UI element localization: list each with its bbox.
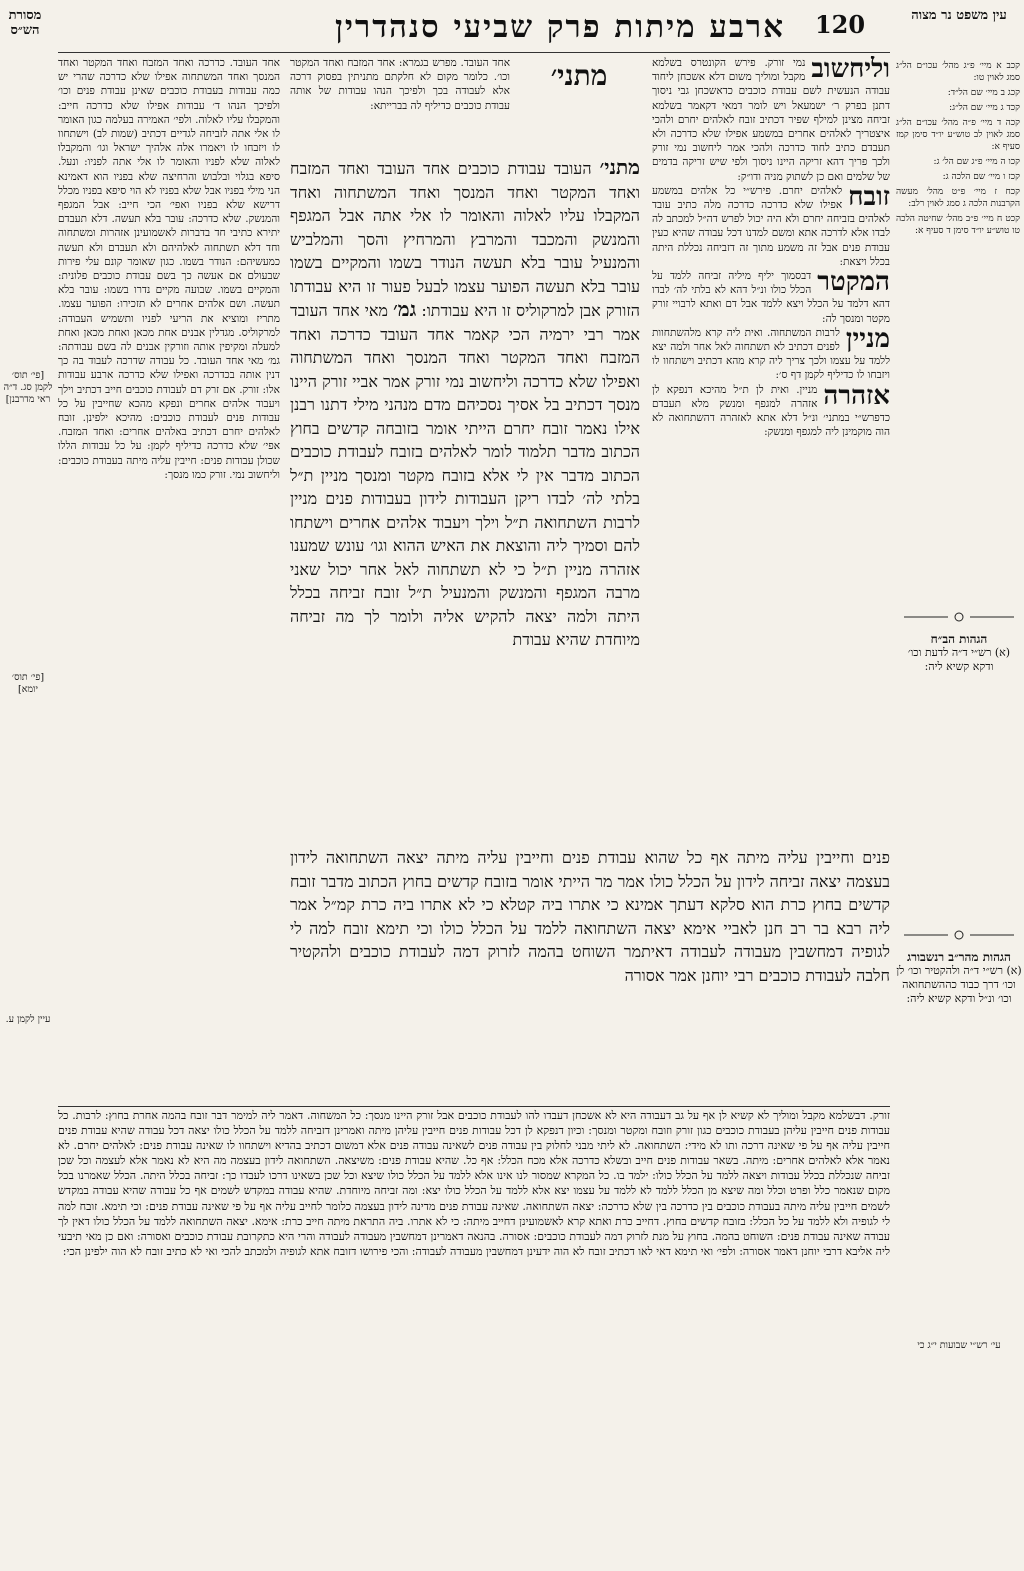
mishna-label: מתני׳ bbox=[599, 156, 640, 179]
hagahot-maharav-text: (א) רש״י ד״ה ולהקטיר וכו׳ לן וכו׳ דרך כבוד כההשתחואה וכו׳ ונ״ל ודקא קשיא ליה: bbox=[896, 964, 1022, 1005]
tosafot-text: נמי זורק. פירש הקונטרס בשלמא מקבל ומוליך משום דלא אשכחן ליחוד עבודה הנעשית לשם עבודת כוכבים כדאשכחן גבי ניסוך דתנן בפרק ר׳ ישמעאל ויש לומר דמאי דקאמר בשלמא זביחה מצינן למילף שפיר דכתיב זובח לאלהים יחרם ולהכי איצטריך לאלהים אחרים במשמע אפילו שלא כדרכה ולא תעבדם כתיב לחוד כדרכה ולהכי אמר ליחשוב נמי זורק ולכך פריך דהא זריקה היינו ניסוך ולפי שיש זריקה בדמים של שלמים ואם כן לשתוק מניה ודו״ק: bbox=[652, 57, 890, 183]
tosafot-text: לאלהים יחרם. פירש״י כל אלהים במשמע אפילו שלא כדרכה כדרכה מלה כתיב עובד לאלהים בזביחה יחרם ולא היה יכול לפרש דה״ל למכתב לה לבדו אלא לדרכה אתא ומשם למדנו דכל עבודה שהיא כעין עבודת פנים אבל זה משמע מתוך זה דזביחה נכללת היתה בכלל ויצאת: bbox=[652, 184, 890, 268]
hagahot-habach bbox=[896, 632, 1022, 674]
tosafot-dibur-hamatchil: אזהרה bbox=[823, 380, 890, 411]
ein-mishpat-entry: קכח ז מיי׳ פ״ט מהל׳ מעשה הקרבנות הלכה ג סמג לאוין רלב: bbox=[896, 187, 1020, 209]
ein-mishpat-entry: קכד ג מיי׳ שם הל״ג: bbox=[949, 103, 1020, 113]
folio-number: 120 bbox=[814, 10, 866, 39]
hagahot-habach-text: (א) רש״י ד״ה לדעת וכו׳ ודקא קשיא ליה: bbox=[907, 646, 1011, 673]
bottom-rule bbox=[58, 1106, 890, 1107]
ein-mishpat-entry: קכז ו מיי׳ שם הלכה ג: bbox=[942, 172, 1020, 182]
header-rule bbox=[58, 52, 890, 53]
tosafot-text: לרבות המשתחוה. ואית ליה קרא מלהשתחוות לפנים דכתיב לא תשתחוה לאל אחר ולמה יצא ללמד על עצמו ולכך צריך ליה קרא מהא דכתיב וישתחוו לו ויזבחו לו כדיליף לקמן דף ס׳: bbox=[652, 326, 890, 382]
gemara-text: מאי אחד העובד אמר רבי ירמיה הכי קאמר אחד העובד כדרכה ואחד המזבח ואחד המקטר ואחד המנסך ואחד המשתחוה ואפילו שלא כדרכה וליחשוב נמי זורק אמר אביי זורק היינו מנסך דכתיב בל אסיך נסכיהם מדם מנהני מילי דתנו רבנן אילו נאמר זובח יחרם הייתי אומר בזובחה קדשים בחוץ הכתוב מדבר תלמוד לומר לאלהים בזובח לעבודת כוכבים הכתוב מדבר אין לי אלא בזובח מקטר ומנסך מניין ת״ל בלתי לה׳ לבדו ריקן העבודות לידון בעבודות פנים מניין לרבות השתחואה ת״ל וילך ויעבוד אלהים אחרים וישתחו להם וסמיך ליה והוצאת את האיש ההוא וגו׳ עונש שמענו אזהרה מניין ת״ל כי לא תשתחוה לאל אחר יכול שאני מרבה המגפף והמנשק והמנעיל ת״ל זובח זביחה בכלל היתה ולמה יצאה להקיש אליה ולומר לך מה זביחה מיוחדת שהיא עבודת bbox=[290, 301, 640, 649]
ein-mishpat-entry: קכב א מיי׳ פ״ג מהל׳ עכו״ם הל״ג סמג לאוין טו: bbox=[896, 61, 1020, 83]
ein-mishpat-column bbox=[896, 60, 1020, 420]
main-text-column bbox=[290, 156, 640, 846]
page-title: ארבע מיתות פרק שביעי סנהדרין bbox=[334, 9, 786, 45]
tosafot-text: מניין. ואית לן ת״ל מהיכא דנפקא לן אזהרה למגפף ומנשק מלא תעבדם כדפרש״י במתני׳ ונ״ל דלא אתא לאזהרה דהשתחואה לא הוה מוקמינן ליה למגפף ומנשק: bbox=[652, 383, 890, 439]
mishna-intro-commentary: אחד העובד. מפרש בגמרא: אחד המזבח ואחד המקטר וכו׳. כלומר מקום לא חלקתם מתניתין בפסוק דרכה אלא לעבודה בכך ולפיכך הנהו עבודות של אותה עבודת כוכבים כדיליף לה בברייתא: bbox=[290, 57, 510, 112]
margin-reference: עיין לקמן ע. bbox=[5, 1014, 51, 1025]
tosafot-text: דבסמוך יליף מיליה זביחה ללמד על הכלל כולו ונ״ל דהא לא בלתי לה׳ לבדו דהא דלמד על הכלל ויצא ללמד אבל דם ואתא לרבויי זורק מקטר ומנסך לה: bbox=[652, 270, 890, 325]
gemara-label: גמ׳ bbox=[393, 297, 417, 321]
tosafot-dibur-hamatchil: מניין bbox=[845, 323, 890, 354]
tosafot-dibur-hamatchil: זובח bbox=[848, 181, 890, 212]
hagahot-maharav bbox=[896, 950, 1022, 1006]
tosafot-dibur-hamatchil: וליחשוב bbox=[811, 56, 890, 84]
ein-mishpat-entry: קכג ב מיי׳ שם הל״ד: bbox=[947, 88, 1020, 98]
mishna-heading: מתני׳ bbox=[550, 59, 608, 92]
tosafot-column bbox=[652, 56, 890, 846]
margin-reference: עי׳ רש״י שבועות י״ג כי bbox=[917, 1340, 1001, 1351]
masoret-hashas-label: מסורת הש״ס bbox=[8, 8, 42, 38]
ein-mishpat-entry: קכה ד מיי׳ פ״ה מהל׳ עכו״ם הל״ג סמג לאוין לב טוש״ע יו״ד סימן קמז סעיף א: bbox=[896, 118, 1020, 152]
mishna-text: העובד עבודת כוכבים אחד העובד ואחד המזבח ואחד המקטר ואחד המנסך ואחד המשתחוה ואחד המקבלו עליו לאלוה והאומר לו אלי אתה אבל המגפף והמנשק והמכבד והמרבץ והמרחיץ והסך והמלביש והמנעיל עובר בלא תעשה הנודר בשמו והמקיים בשמו עובר בלא תעשה הפוער עצמו לבעל פעור זו היא עבודתו הזורק אבן למרקוליס זו היא עבודתו: bbox=[290, 159, 640, 320]
bottom-commentary: זורק. דבשלמא מקבל ומוליך לא קשיא לן אף על גב דעבודה היא לא אשכחן דעבדו להו לעבודת כוכבים אבל זורק היינו מנסך: כל המשחוה. דאמר ליה למימר דבר זובח בהמה אחרת בחוץ: לרבות. כל עבודות פנים חייבין עליהן בעבודת כוכבים כגון זורק וזובח ומקטר ומנסך: וכיון דנפקא לן דכל עבודות פנים חייבין עליהן מיתה ואמרינן דזביחה ללמד על הכלל כולו יצאה דכל עבודה שהיא עבודת פנים חייבין עליה אף על פי שאינה דרכה ותו לא מידי: השתחואה. לא ליתי מבני לחלוק בין עבודה פנים לשאינה עבודה פנים אלא דמשום דכתיב בהדיא וישתחוו לו שאינה עבודת פנים: לאלהים יחרם. לא נאמר אלא לאלהים אחרים: מיתה. בשאר עבודות פנים חייב ובשלא כדרכה אלא מכח הכלל: אף כל. שהיא עבודת פנים: משיצאה. השתחואה לידון בעצמה מה היא לא נאמר אלא לעצמה וכל שכן זביחה שנכללת בכלל עבודות ויצאה ללמד על הכלל כולו: ילמד בו. כל המקרא שמסור לנו אינו אלא ללמד על הכלל כולו שיצא וכל שכן בשאינו דרכו לעבדו כך: זביחה בכלל היתה. הכלל שאמרנו בכל מקום שנאמר כלל ופרט וכלל ומה שיצא מן הכלל ללמד לא ללמד על עצמו יצא אלא ללמד על הכלל כולו יצא: ומה זביחה מיוחדת. שהיא עבודה במקדש לשמים אף כל עבודה שהיא עבודה במקדש לשמים חייבין עליה מיתה בעבודת כוכבים בין כדרכה בין שלא כדרכה: יצאה השתחואה. שאינה עבודת פנים מדינה לידון בעצמה כלומר לחייב עליה אף על פי שאינה עבודת פנים: וכי תימא. זובח למה לי לגופיה ולא ללמד על כל הכלל: בזובח קדשים בחוץ. דחייב כרת ואתא קרא לאשמועינן דחייב מיתה: כי לא אתרו. ביה התראת מיתה חייב כרת: אימא. יצאה השתחואה ללמד על הכלל כולו דאין לך עבודה שאינה עבודת פנים: השוחט בהמה. בחוץ על מנת לזרוק דמה לעבודת כוכבים: אסורה. בהנאה דאמרינן דמחשבין מעבודה לעבודה והרי היא כתקרובת עבודת כוכבים ואסורה: ואם כן מאי תיבעי ליה אליבא דרבי יוחנן דאמר אסורה: ולפי׳ ואי תימא דאי לאו דכתיב זובח לא הוה ידעינן דמחשבין מעבודה לעבודה: והכי פירושו דזובח אתא לגופיה ולמכתב להכי ואי לא כתיב זובח לא הוה ילפינן הכי: bbox=[58, 1109, 890, 1258]
margin-reference: [פי׳ תוס׳ לקמן סג. ד״ה ראי מדרבנן] bbox=[3, 370, 53, 405]
hagahot-habach-title: הגהות הב״ח bbox=[930, 632, 988, 646]
tosafot-dibur-hamatchil: המקטר bbox=[817, 267, 890, 298]
rashi-column: אחד העובד. כדרכה ואחד המזבח ואחד המקטר ואחד המנסך ואחד המשתחוה אפילו שלא כדרכה שהרי יש כמה עבודות בעבודת כוכבים שאינן עבודת פנים וכו׳ ולפיכך הנהו ד׳ עבודות אפילו שלא כדרכה חייב: והמקבלו עליו לאלוה. ולפי׳ האמירה בעלמה כגון האומר לו אלי אתה לזביחה לגדיים דכתיב (שמות לב) וישתחוו לו ויזבחו לו ויאמרו אלה אלהיך ישראל וגו׳ והמקבלו לאלוה שלא לפניו והאומר לו אלי אתה לפניו: ונעל. סיפא בגלוי ובלבוש והרחיצה שלא בפניו הוא דאמינא הני מילי בפניו אבל שלא בפניו לא הוי סיפא בפניו מכלל דרישא שלא בפניו ואפי׳ הכי חייב: אבל המגפף והמנשק. שלא כדרכה: עובר בלא תעשה. דלא תעבדם יתירא כתיבי חד בדברות לאשמועינן אזהרות ומשתחוה וחד דלא תשתחוה לאלהיהם ולא תעבדם ולא תעשה כמעשיהם: הנודר בשמו. כגון שאומר קונם עלי פירות שבעולם אם אעשה כך בשם עבודת כוכבים פלונית: והמקיים בשמו. שבועה מקיים נדרו בשמו: עובר בלא תעשה. ושם אלהים אחרים לא תזכירו: הפוער עצמו. מתריז ומוציא את הריעי לפניו ותשמיש העבודה: למרקוליס. מגדלין אבנים אחת מכאן ואחת מכאן ואחת למעלה ומקיפין אותה וזורקין אבנים לה בשם עבודתה: גמ׳ מאי אחד העובד. כל עבודה שדרכה לעבוד בה כך דנין אותה בכדרכה ואפילו שלא כדרכה ארבע עבודות אלו: זורק. אם זרק דם לעבודת כוכבים חייב דכתיב וילך ויעבוד אלהים אחרים ונפקא מהכא שחייבין על כל עבודות פנים לעבודת כוכבים: מהיכא ילפינן. זובח לאלהים יחרם דכתיב באלהים אחרים: ואחד המזבח. אפי׳ שלא כדרכה כדיליף לקמן: על כל עבודות הללו שכולן עבודות פנים: חייבין עליה מיתה בעבודת כוכבים: וליחשוב נמי. זורק כמו מנסך: bbox=[58, 57, 280, 481]
margin-reference: [פי׳ תוס׳ יומא] bbox=[11, 672, 45, 695]
gemara-continuation: פנים וחייבין עליה מיתה אף כל שהוא עבודת פנים וחייבין עליה מיתה יצאה השתחואה לידון בעצמה יצאה זביחה לידון על הכלל כולו אמר מר הייתי אומר בזובח קדשים בחוץ הכתוב מדבר זובח קדשים בחוץ כרת הוא סלקא דעתך אמינא כי אתרו ביה קטלא כי לא אתרו ביה כרת קמ״ל אמר ליה רבא בר רב חנן לאביי אימא יצאה השתחואה ללמד על הכלל כולו וכי תימא זובח למה לי לגופיה דמחשבין מעבודה לעבודה דאיתמר השוחט בהמה לזרוק דמה לעבודת כוכבים ולהקטיר חלבה לעבודת כוכבים רבי יוחנן אמר אסורה bbox=[290, 848, 890, 985]
ornament-divider bbox=[904, 930, 1014, 940]
ein-mishpat-entry: קכט ח מיי׳ פ״ב מהל׳ שחיטה הלכה טו טוש״ע יו״ד סימן ד סעיף א: bbox=[896, 214, 1020, 236]
ein-mishpat-entry: קכו ה מיי׳ פ״ג שם הל׳ ג: bbox=[933, 157, 1020, 167]
ornament-divider bbox=[904, 612, 1014, 622]
hagahot-maharav-title: הגהות מהר״ב רנשבורג bbox=[907, 950, 1011, 964]
ein-mishpat-label: עין משפט נר מצוה bbox=[911, 8, 1007, 23]
